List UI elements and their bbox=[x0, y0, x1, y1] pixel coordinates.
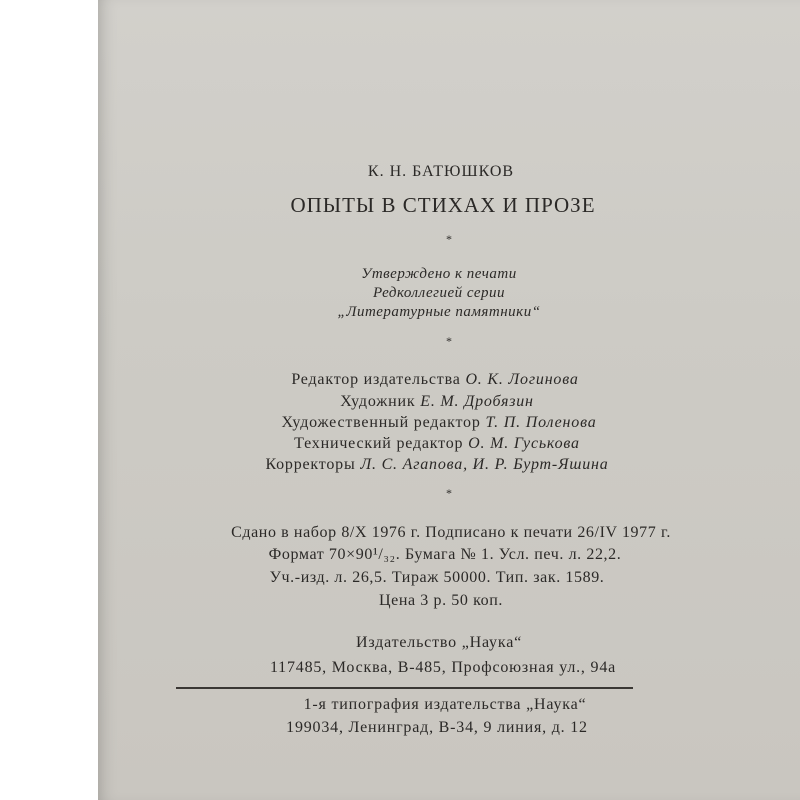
book-title: ОПЫТЫ В СТИХАХ И ПРОЗЕ bbox=[290, 193, 596, 217]
price-line: Цена 3 р. 50 коп. bbox=[378, 592, 504, 609]
credit-person: О. М. Гуськова bbox=[468, 435, 580, 452]
approval-line-2: Редколлегией серии bbox=[372, 285, 506, 301]
credit-role: Технический редактор bbox=[294, 435, 464, 452]
publisher-name: Издательство „Наука“ bbox=[355, 634, 522, 651]
separator-star: * bbox=[446, 232, 452, 246]
imprint-line-3: Уч.-изд. л. 26,5. Тираж 50000. Тип. зак. 1589. bbox=[269, 569, 605, 586]
separator-star: * bbox=[446, 334, 452, 348]
credit-role: Редактор издательства bbox=[291, 371, 461, 388]
publisher-address: 117485, Москва, В-485, Профсоюзная ул., 94а bbox=[269, 659, 617, 676]
approval-line-1: Утверждено к печати bbox=[361, 266, 517, 282]
credit-person: Л. С. Агапова, И. Р. Бурт-Яшина bbox=[360, 456, 609, 473]
credit-line bbox=[88, 414, 790, 432]
printer-address: 199034, Ленинград, В-34, 9 линия, д. 12 bbox=[286, 719, 588, 736]
credit-role: Корректоры bbox=[265, 456, 356, 473]
credit-role: Художественный редактор bbox=[281, 414, 481, 431]
credit-person: Т. П. Поленова bbox=[485, 414, 597, 431]
divider-rule bbox=[176, 687, 633, 689]
credit-line bbox=[86, 393, 788, 411]
credit-line bbox=[86, 456, 788, 474]
separator-star: * bbox=[446, 486, 452, 500]
credit-person: Е. М. Дробязин bbox=[420, 393, 534, 410]
imprint-line-2: Формат 70×90¹/₃₂. Бумага № 1. Усл. печ. л. 22,2. bbox=[268, 546, 622, 563]
author-name: К. Н. БАТЮШКОВ bbox=[367, 163, 515, 180]
credit-line bbox=[84, 371, 786, 389]
printer-name: 1-я типография издательства „Наука“ bbox=[303, 696, 587, 713]
imprint-line-1: Сдано в набор 8/X 1976 г. Подписано к печати 26/IV 1977 г. bbox=[231, 524, 671, 541]
credit-role: Художник bbox=[340, 393, 416, 410]
book-page bbox=[98, 0, 800, 800]
credit-person: О. К. Логинова bbox=[465, 371, 579, 388]
approval-line-3: „Литературные памятники“ bbox=[337, 304, 541, 320]
credit-line bbox=[86, 435, 788, 453]
